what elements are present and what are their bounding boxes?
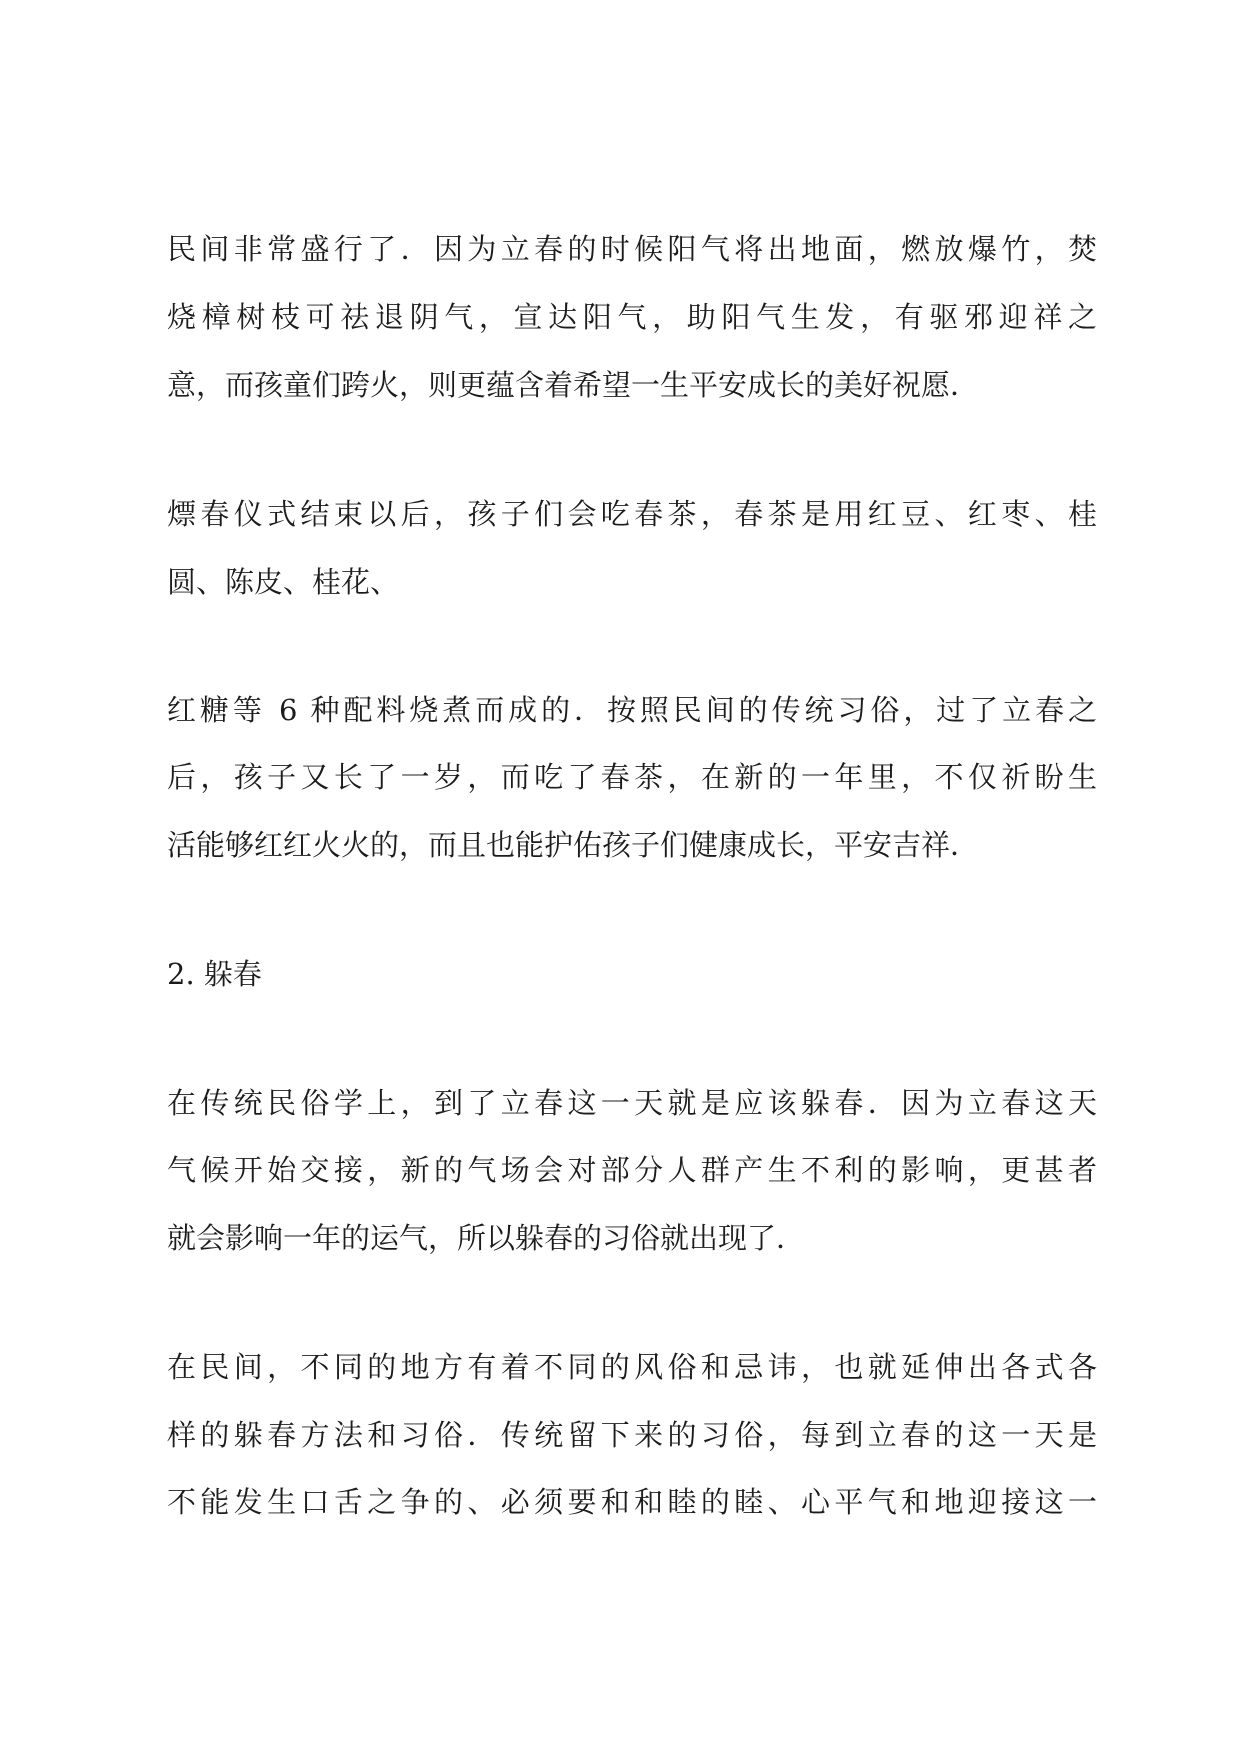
paragraph-line: 后，孩子又长了一岁，而吃了春茶，在新的一年里，不仅祈盼生	[167, 760, 1097, 794]
paragraph-line: 不能发生口舌之争的、必须要和和睦的睦、心平气和地迎接这一	[167, 1485, 1097, 1519]
paragraph-line: 在传统民俗学上，到了立春这一天就是应该躲春．因为立春这天	[167, 1086, 1097, 1120]
paragraph-line: 样的躲春方法和习俗．传统留下来的习俗，每到立春的这一天是	[167, 1418, 1097, 1452]
section-heading: 2. 躲春	[167, 957, 262, 991]
paragraph-line: 圆、陈皮、桂花、	[167, 565, 400, 599]
paragraph-line: 意，而孩童们跨火，则更蕴含着希望一生平安成长的美好祝愿．	[167, 368, 980, 402]
paragraph-line: 活能够红红火火的，而且也能护佑孩子们健康成长，平安吉祥．	[167, 828, 980, 862]
paragraph-line: 在民间，不同的地方有着不同的风俗和忌讳，也就延伸出各式各	[167, 1350, 1097, 1384]
paragraph-line: 熛春仪式结束以后，孩子们会吃春茶，春茶是用红豆、红枣、桂	[167, 497, 1097, 531]
paragraph-line: 就会影响一年的运气，所以躲春的习俗就出现了．	[167, 1221, 806, 1255]
paragraph-line: 民间非常盛行了．因为立春的时候阳气将出地面，燃放爆竹，焚	[167, 232, 1097, 266]
paragraph-line: 烧樟树枝可祛退阴气，宣达阳气，助阳气生发，有驱邪迎祥之	[167, 300, 1097, 334]
paragraph-line: 气候开始交接，新的气场会对部分人群产生不利的影响，更甚者	[167, 1153, 1097, 1187]
paragraph-line: 红糖等 6 种配料烧煮而成的．按照民间的传统习俗，过了立春之	[167, 693, 1097, 727]
